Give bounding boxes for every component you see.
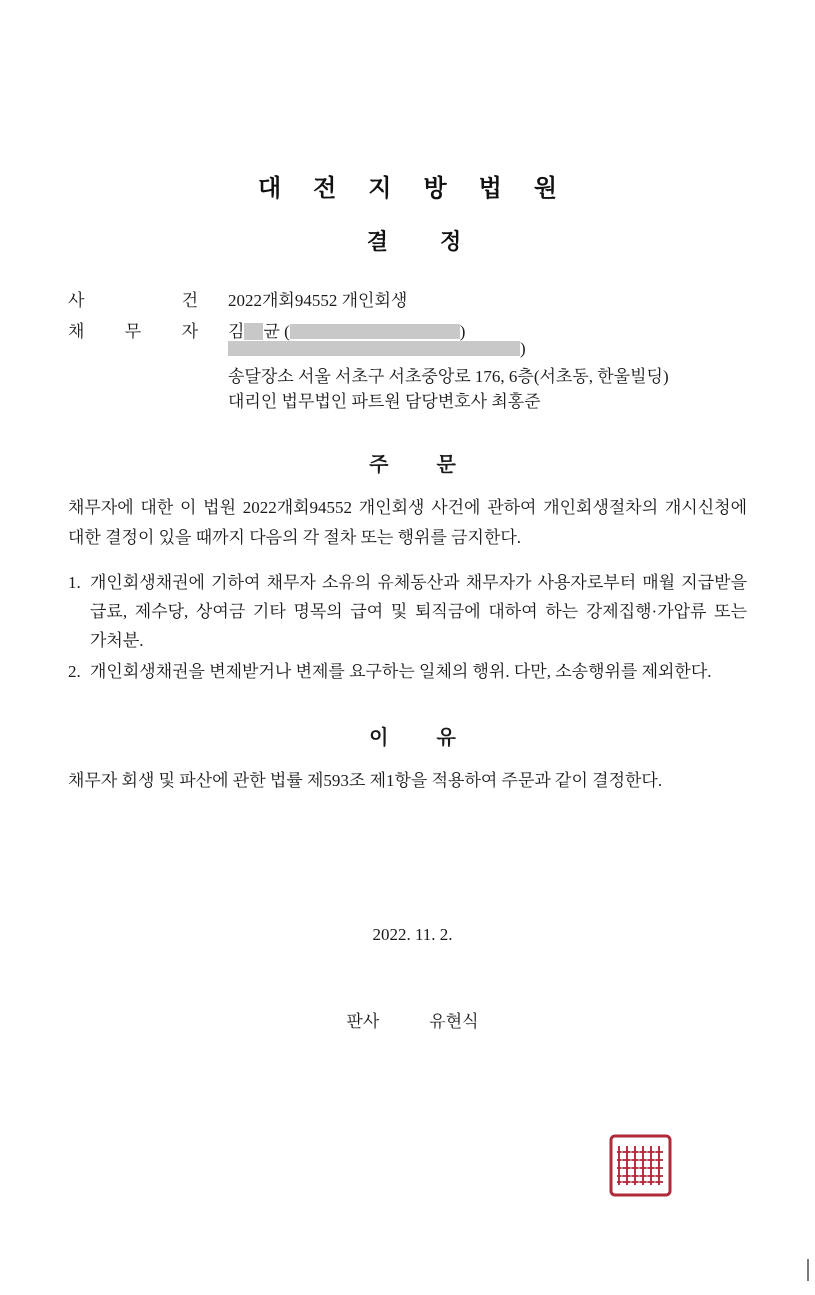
list-item-text: 개인회생채권을 변제받거나 변제를 요구하는 일체의 행위. 다만, 소송행위를 제외한다. <box>90 662 712 682</box>
judge-line <box>0 1007 815 1032</box>
list-item <box>68 657 747 686</box>
decision-date: 2022. 11. 2. <box>372 924 453 944</box>
case-label-char-1: 사 <box>68 291 85 310</box>
legal-agent: 대리인 법무법인 파트원 담당변호사 최홍준 <box>228 391 541 411</box>
main-text-heading-right: 문 <box>436 454 456 477</box>
list-item-text: 개인회생채권에 기하여 채무자 소유의 유체동산과 채무자가 사용자로부터 매월 지급받을 급료, 제수당, 상여금 기타 명목의 급여 및 퇴직금에 대하여 하는 강제집행·가압류 또는 가처분. <box>90 572 747 651</box>
debtor-name-prefix: 김 <box>228 322 245 341</box>
decision-title-right: 정 <box>440 229 462 254</box>
debtor-row <box>68 323 815 414</box>
list-item <box>68 568 747 656</box>
paren-close: ) <box>459 322 466 341</box>
debtor-label-char-3: 자 <box>181 322 198 341</box>
reason-heading-right: 유 <box>436 726 456 749</box>
debtor-address-redacted-line <box>228 340 815 357</box>
judge-label: 판사 <box>346 1011 380 1031</box>
court-title: 대 전 지 방 법 원 <box>257 176 571 202</box>
decision-title-left: 결 <box>366 229 388 254</box>
debtor-name-line <box>228 323 815 340</box>
prohibition-list <box>0 568 815 687</box>
paren-close-2: ) <box>520 339 526 358</box>
case-number-row <box>68 292 815 309</box>
redaction-block-1 <box>290 324 460 339</box>
redaction-block-name <box>244 323 263 340</box>
page-edge-mark <box>807 1259 809 1281</box>
debtor-label-char-2: 무 <box>124 322 142 341</box>
debtor-details <box>228 323 815 414</box>
service-address: 송달장소 서울 서초구 서초중앙로 176, 6층(서초동, 한울빌딩) <box>228 367 669 386</box>
debtor-label <box>68 323 228 340</box>
decision-title <box>0 225 815 256</box>
debtor-name-suffix: 균 <box>263 322 280 341</box>
document-page <box>0 168 815 1295</box>
list-item-number: 1. <box>68 572 81 592</box>
paren-open: ( <box>284 322 290 341</box>
redaction-block-2 <box>228 341 520 356</box>
court-seal-stamp-icon <box>609 1134 672 1197</box>
main-text-heading <box>0 448 815 477</box>
judge-name: 유현식 <box>429 1011 479 1031</box>
case-label-char-2: 건 <box>181 291 198 310</box>
list-item-number: 2. <box>68 662 81 682</box>
case-number-label <box>68 292 228 309</box>
reason-heading-left: 이 <box>369 726 389 749</box>
case-info-block <box>0 292 815 414</box>
reason-paragraph: 채무자 회생 및 파산에 관한 법률 제593조 제1항을 적용하여 주문과 같이 결정한다. <box>68 770 663 790</box>
debtor-label-char-1: 채 <box>68 322 85 341</box>
main-text-paragraph: 채무자에 대한 이 법원 2022개회94552 개인회생 사건에 관하여 개인회생절차의 개시신청에 대한 결정이 있을 때까지 다음의 각 절차 또는 행위를 금지한다. <box>68 498 747 547</box>
reason-heading <box>0 721 815 750</box>
case-number-value: 2022개회94552 개인회생 <box>228 291 408 310</box>
main-text-heading-left: 주 <box>369 454 389 477</box>
